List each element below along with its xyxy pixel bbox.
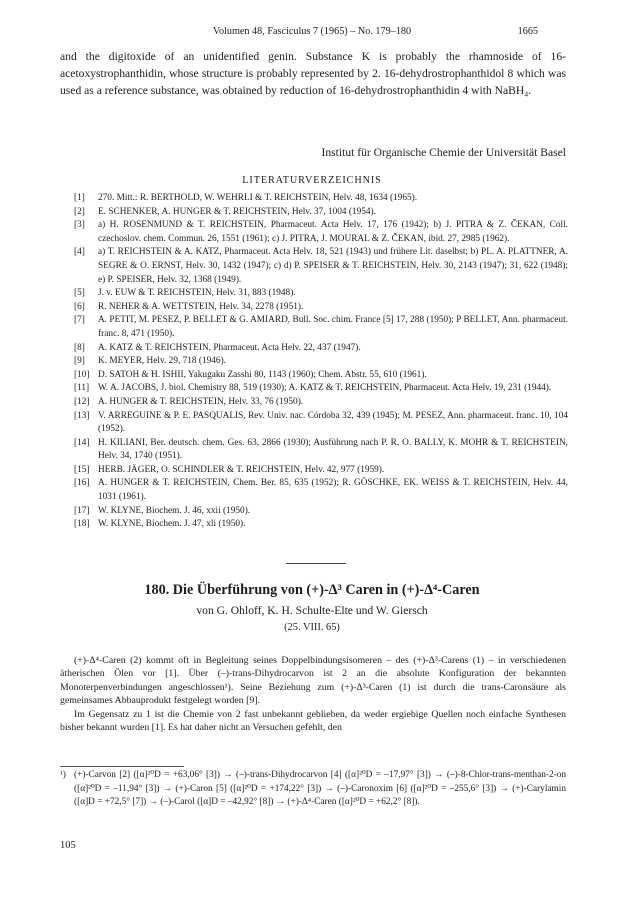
reference-number: [6] — [74, 301, 85, 312]
article-byline: von G. Ohloff, K. H. Schulte-Elte und W. Giersch — [196, 604, 428, 617]
reference-text: W. A. JACOBS, J. biol. Chemistry 88, 519 (1930); A. KATZ & T. REICHSTEIN, Pharmaceut. Acta Helv. 19, 231 (1944). — [98, 383, 552, 394]
reference-text: R. NEHER & A. WETTSTEIN, Helv. 34, 2278 (1951). — [98, 301, 304, 312]
institute-affiliation: Institut für Organische Chemie der Universität Basel — [321, 146, 566, 159]
reference-number: [16] — [74, 478, 90, 489]
reference-number: [15] — [74, 464, 90, 475]
reference-item — [74, 505, 568, 519]
reference-item — [74, 192, 568, 206]
references-heading: LITERATURVERZEICHNIS — [242, 175, 382, 186]
footnote — [60, 769, 566, 810]
reference-text: W. KLYNE, Biochem. J. 47, xli (1950). — [98, 519, 246, 530]
reference-item — [74, 219, 568, 246]
footnote-rule — [60, 766, 184, 767]
intro-paragraph: and the digitoxide of an unidentified genin. Substance K is probably the rhamnoside of 16-acetoxystrophanthidin, whose structure is probably represented by 2. 16-dehydrostrophanthidol 8 which was used as a reference substance, was obtained by reduction of 16-dehydrostrophanthidin 4 with NaBH₄. — [60, 50, 566, 98]
reference-item — [74, 246, 568, 287]
reference-item — [74, 382, 568, 396]
reference-number: [7] — [74, 315, 85, 326]
article-body — [60, 654, 566, 734]
reference-text: A. PETIT, M. PESEZ, P. BELLET & G. AMIARD, Bull. Soc. chim. France [5] 17, 288 (1950); P BELLET, Ann. pharmaceut. franc. 8, 471 (1950). — [98, 315, 568, 339]
reference-item — [74, 206, 568, 220]
reference-list — [74, 192, 568, 532]
reference-number: [5] — [74, 288, 85, 299]
article-date: (25. VIII. 65) — [284, 622, 340, 633]
reference-text: A. HUNGER & T. REICHSTEIN, Helv. 33, 76 (1950). — [98, 396, 304, 407]
reference-number: [2] — [74, 206, 85, 217]
reference-item — [74, 355, 568, 369]
reference-text: J. v. EUW & T. REICHSTEIN, Helv. 31, 883 (1948). — [98, 288, 296, 299]
reference-item — [74, 301, 568, 315]
body-paragraph: (+)-Δ⁴-Caren (2) kommt oft in Begleitung seines Doppelbindungsisomeren – des (+)-Δ³-Carens (1) – in verschiedenen ätherischen Ölen vor [1]. Über (–)-trans-Dihydrocarvon ist 2 an die absolute Konfiguration der bekannten Monoterpenverbindungen angeschlossen¹). Seine Beziehung zum (+)-Δ³-Caren (1) ist durch die trans-Caronsäure als gemeinsames Abbauprodukt festgelegt worden [9]. — [60, 655, 566, 707]
reference-text: V. ARREGUINE & P. E. PASQUALIS, Rev. Univ. nac. Córdoba 32, 439 (1945); M. PESEZ, Ann. pharmaceut. franc. 10, 104 (1952). — [98, 410, 568, 435]
reference-text: a) H. ROSENMUND & T. REICHSTEIN, Pharmaceut. Acta Helv. 17, 176 (1942); b) J. PITRA & Z. ČEKAN, Coll. czechoslov. chem. Commun. 26, 1551 (1961); c) J. PITRA, J. MOURAL & Z. ČEKAN, ibid. 27, 2985 (1962). — [98, 220, 568, 244]
reference-text: H. KILIANI, Ber. deutsch. chem. Ges. 63, 2866 (1930); Ausführung nach P. R. O. BALLY, K. MOHR & T. REICHSTEIN, Helv. 34, 1740 (1951). — [98, 437, 568, 462]
body-paragraph: Im Gegensatz zu 1 ist die Chemie von 2 fast unbekannt geblieben, da weder ergiebige Quellen noch einfache Synthesen bisher bekannt wurden [1]. Es hat daher nicht an Versuchen gefehlt, den — [60, 708, 566, 734]
reference-item — [74, 410, 568, 437]
reference-item — [74, 396, 568, 410]
reference-number: [18] — [74, 519, 90, 530]
reference-item — [74, 342, 568, 356]
reference-item — [74, 464, 568, 478]
sheet-number: 105 — [60, 840, 76, 851]
footnote-text: (+)-Carvon [2] ([α]²⁰D = +63,06° [3]) → (–)-trans-Dihydrocarvon [4] ([α]²⁰D = –17,97° [3]) → (–)-8-Chlor-trans-menthan-2-on ([α]²⁰D = –11,94° [3]) → (+)-Caron [5] ([α]²⁰D = +174,22° [3]) → (–)-Caronoxim [6] ([α]²⁰D = –255,6° [3]) → (+)-Carylamin ([α]D = +72,5° [7]) → (–)-Carol ([α]D = –42,92° [8]) → (+)-Δ⁴-Caren ([α]²⁰D = +62,2° [8]). — [74, 770, 566, 808]
footnote-mark: ¹) — [60, 770, 66, 780]
reference-number: [9] — [74, 356, 85, 367]
reference-text: W. KLYNE, Biochem. J. 46, xxii (1950). — [98, 505, 251, 516]
reference-item — [74, 314, 568, 341]
reference-number: [11] — [74, 383, 90, 394]
reference-number: [1] — [74, 193, 85, 203]
reference-text: 270. Mitt.: R. BERTHOLD, W. WEHRLI & T. REICHSTEIN, Helv. 48, 1634 (1965). — [98, 193, 418, 203]
reference-text: K. MEYER, Helv. 29, 718 (1946). — [98, 356, 226, 367]
article-title: 180. Die Überführung von (+)-Δ³ Caren in (+)-Δ⁴-Caren — [144, 582, 480, 598]
running-title: Volumen 48, Fasciculus 7 (1965) – No. 179–180 — [212, 26, 412, 37]
reference-number: [17] — [74, 505, 90, 516]
reference-text: HERB. JÄGER, O. SCHINDLER & T. REICHSTEIN, Helv. 42, 977 (1959). — [98, 464, 385, 475]
running-header — [0, 26, 624, 42]
page-number: 1665 — [517, 26, 538, 37]
reference-text: A. KATZ & T. REICHSTEIN, Pharmaceut. Acta Helv. 22, 437 (1947). — [98, 342, 361, 353]
intro-text — [60, 48, 566, 100]
section-divider — [286, 563, 346, 564]
reference-number: [4] — [74, 247, 85, 258]
reference-number: [8] — [74, 342, 85, 353]
reference-item — [74, 287, 568, 301]
reference-item — [74, 518, 568, 532]
reference-text: A. HUNGER & T. REICHSTEIN, Chem. Ber. 85, 635 (1952); R. GÖSCHKE, EK. WEISS & T. REICHSTEIN, Helv. 44, 1031 (1961). — [98, 478, 568, 503]
reference-number: [3] — [74, 220, 85, 231]
reference-text: a) T. REICHSTEIN & A. KATZ, Pharmaceut. Acta Helv. 18, 521 (1943) und frühere Lit. daselbst; b) PL. A. PLATTNER, A. SEGRE & O. ERNST, Helv. 30, 1432 (1947); c) d) P. SPEISER & T. REICHSTEIN, Helv. 30, 2143 (1947); 31, 622 (1948); e) P. SPEISER, Helv. 32, 1368 (1949). — [98, 247, 568, 285]
reference-item — [74, 477, 568, 504]
reference-item — [74, 369, 568, 383]
reference-number: [13] — [74, 410, 90, 421]
reference-text: D. SATOH & H. ISHII, Yakugaku Zasshi 80, 1143 (1960); Chem. Abstr. 55, 610 (1961). — [98, 369, 427, 380]
reference-number: [14] — [74, 437, 90, 448]
reference-item — [74, 437, 568, 464]
reference-number: [10] — [74, 369, 90, 380]
reference-text: E. SCHENKER, A. HUNGER & T. REICHSTEIN, Helv. 37, 1004 (1954). — [98, 206, 376, 217]
reference-number: [12] — [74, 396, 90, 407]
